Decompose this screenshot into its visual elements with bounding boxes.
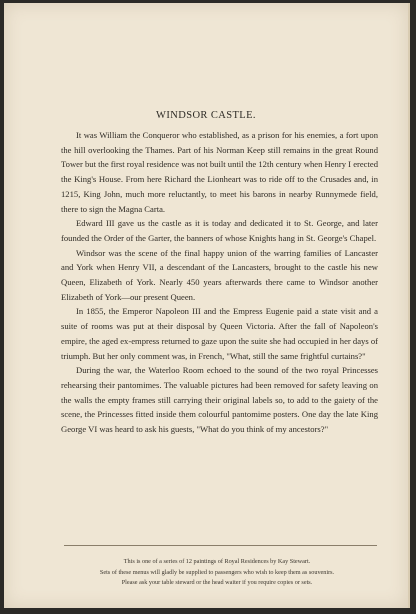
paragraph-war: During the war, the Waterloo Room echoed to the sound of the two royal Princesses rehearsing their pantomimes. The valuable pictures had been removed for safety leaving on the walls the empty frames still carrying their original labels so, to add to the gaiety of the scene, the Princesses fitted inside them colourful pantomime posters. One day the late King George VI was heard to ask his guests, "What do you think of my ancestors?" <box>61 365 378 435</box>
paragraph-conqueror: It was William the Conqueror who established, as a prison for his enemies, a fort upon the hill overlooking the Thames. Part of his Norman Keep still remains in the great Round Tower but the first royal residence was not built until the 12th century when Henry I erected the King's House. From here Richard the Lionheart was to ride off to the Crusades and, in 1215, King John, much more reluctantly, to meet his barons in nearby Runnymede field, there to sign the Magna Carta. <box>61 130 378 214</box>
paragraph-union: Windsor was the scene of the final happy union of the warring families of Lancaster and York when Henry VII, a descendant of the Lancasters, brought to the castle his new Queen, Elizabeth of York. Nearly 450 years afterwards there came to Windsor another Elizabeth of York—our present Queen. <box>61 247 378 302</box>
footer-divider <box>64 545 377 546</box>
paragraph-napoleon: In 1855, the Emperor Napoleon III and the Empress Eugenie paid a state visit and a suite of rooms was put at their disposal by Queen Victoria. After the fall of Napoleon's empire, the aged ex-empress returned to gaze upon the suite she had occupied in her days of triumph. But her only comment was, in French, "What, still the same frightful curtains?" <box>61 306 378 361</box>
footer-line-series: This is one of a series of 12 paintings of Royal Residences by Kay Stewart. <box>123 558 311 565</box>
footer-line-steward: Please ask your table steward or the head waiter if you require copies or sets. <box>121 579 313 586</box>
footer-line-sets: Sets of these menus will gladly be supplied to passengers who wish to keep them as souvenirs. <box>99 568 335 576</box>
footer-note <box>44 557 390 589</box>
paragraph-edward: Edward III gave us the castle as it is today and dedicated it to St. George, and later founded the Order of the Garter, the banners of whose Knights hang in St. George's Chapel. <box>61 218 378 243</box>
page-title: WINDSOR CASTLE. <box>156 110 256 121</box>
article-body <box>61 128 378 437</box>
menu-page <box>4 3 410 608</box>
